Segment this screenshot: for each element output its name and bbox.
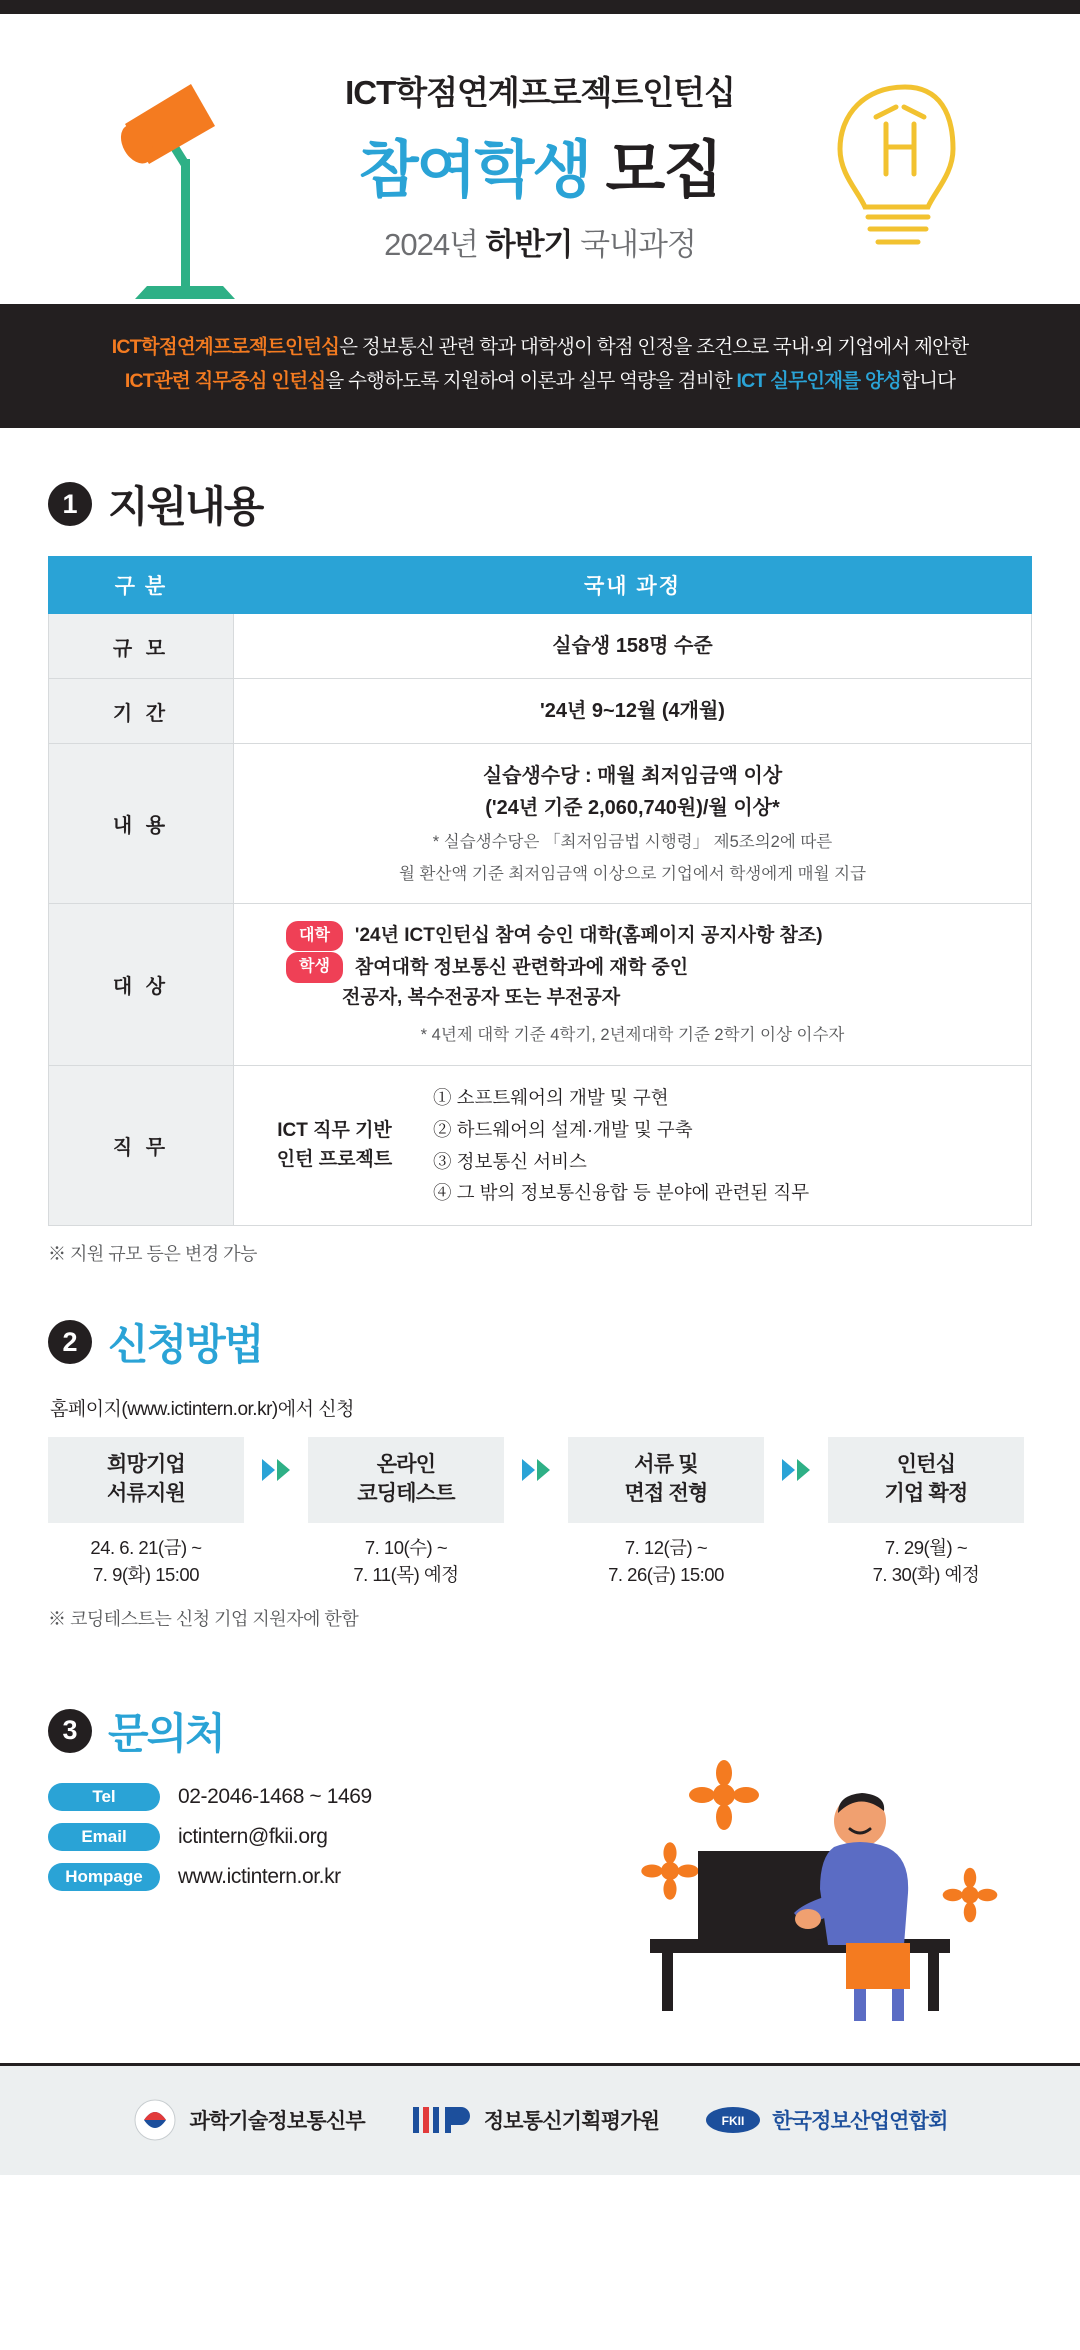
logo-iitp	[411, 2103, 659, 2137]
hero-line-3-post: 국내과정	[572, 226, 696, 262]
apply-note: ※ 코딩테스트는 신청 기업 지원자에 한함	[48, 1608, 359, 1629]
flow-step-4-date	[828, 1535, 1024, 1589]
top-black-bar	[0, 0, 1080, 14]
flow-step-4-line-2: 기업 확정	[884, 1482, 968, 1506]
row-label-content: 내 용	[49, 744, 234, 904]
row-value-target	[234, 904, 1032, 1066]
table-header-division: 구 분	[49, 557, 234, 614]
target-block	[252, 920, 1013, 1013]
duty-left-line-2: 인턴 프로젝트	[276, 1148, 393, 1170]
table-row-target	[49, 904, 1032, 1066]
content-note-2: 월 환산액 기준 최저임금액 이상으로 기업에서 학생에게 매월 지급	[398, 864, 867, 883]
flow-step-3-date-2: 7. 26(금) 15:00	[608, 1564, 724, 1586]
duty-item: ④ 그 밖의 정보통신융합 등 분야에 관련된 직무	[433, 1182, 810, 1204]
hero-line-1: ICT학점연계프로젝트인턴십	[345, 73, 735, 111]
section-2-title: 신청방법	[108, 1321, 263, 1369]
contact-value-homepage[interactable]: www.ictintern.or.kr	[178, 1864, 341, 1888]
intro-description-band	[0, 304, 1080, 428]
apply-subtitle: 홈페이지(www.ictintern.or.kr)에서 신청	[50, 1399, 354, 1421]
duty-item: ③ 정보통신 서비스	[433, 1150, 587, 1172]
row-label-scale: 규 모	[49, 614, 234, 679]
flow-step-1	[48, 1437, 244, 1589]
target-tag-student: 학생	[286, 952, 343, 982]
flow-step-4-date-1: 7. 29(월) ~	[884, 1537, 968, 1559]
target-student-text-2: 전공자, 복수전공자 또는 부전공자	[342, 987, 621, 1009]
flow-step-1-date-1: 24. 6. 21(금) ~	[90, 1537, 202, 1559]
flow-step-1-box	[48, 1437, 244, 1523]
table-row-duty	[49, 1066, 1032, 1226]
row-label-duty: 직 무	[49, 1066, 234, 1226]
intro-highlight-3: ICT 실무인재를 양성	[736, 370, 902, 393]
target-student-text: 참여대학 정보통신 관련학과에 재학 중인	[354, 956, 689, 978]
section-contact	[0, 1701, 1080, 2023]
table-row-content	[49, 744, 1032, 904]
logo-fkii-label: 한국정보산업연합회	[772, 2110, 948, 2134]
duty-item: ① 소프트웨어의 개발 및 구현	[433, 1087, 669, 1109]
contact-tag-tel: Tel	[48, 1783, 160, 1811]
desk-lamp-icon	[95, 64, 275, 314]
intro-line-1	[40, 330, 1040, 364]
row-value-period: '24년 9~12월 (4개월)	[234, 679, 1032, 744]
intro-highlight-2: ICT관련 직무중심 인턴십	[124, 370, 326, 393]
flow-step-1-date	[48, 1535, 244, 1589]
table-header-row	[49, 557, 1032, 614]
table-header-domestic: 국내 과정	[234, 557, 1032, 614]
duty-items	[433, 1082, 809, 1209]
hero-line-2	[345, 120, 735, 209]
contact-value-tel: 02-2046-1468 ~ 1469	[178, 1784, 372, 1808]
contact-area	[48, 1783, 1032, 2023]
chevron-right-icon	[522, 1459, 535, 1481]
footer-logos	[0, 2063, 1080, 2175]
logo-msit	[132, 2097, 364, 2143]
duty-left-line-1: ICT 직무 기반	[277, 1120, 392, 1142]
table-row-scale	[49, 614, 1032, 679]
hero-line-2-dark: 모집	[605, 135, 722, 205]
contact-value-email[interactable]: ictintern@fkii.org	[178, 1824, 328, 1848]
flow-step-3-line-2: 면접 전형	[624, 1482, 708, 1506]
flow-step-1-date-2: 7. 9(화) 15:00	[93, 1564, 199, 1586]
iitp-mark-icon	[411, 2103, 473, 2137]
section-1-title: 지원내용	[108, 483, 263, 531]
flow-step-2-line-2: 코딩테스트	[357, 1482, 455, 1506]
support-table-note: ※ 지원 규모 등은 변경 가능	[48, 1244, 257, 1265]
duty-left-label	[262, 1117, 407, 1174]
flow-step-3-line-1: 서류 및	[634, 1453, 698, 1477]
flow-step-2-line-1: 온라인	[376, 1453, 436, 1477]
flow-step-1-line-1: 희망기업	[107, 1453, 185, 1477]
flow-arrow-3	[764, 1437, 828, 1481]
row-label-period: 기 간	[49, 679, 234, 744]
target-university-text: '24년 ICT인턴십 참여 승인 대학(홈페이지 공지사항 참조)	[354, 925, 823, 947]
chevron-right-icon	[797, 1459, 810, 1481]
flow-arrow-1	[244, 1437, 308, 1481]
flow-arrow-2	[504, 1437, 568, 1481]
section-3-title: 문의처	[108, 1709, 224, 1757]
hero-section	[0, 14, 1080, 304]
duty-item: ② 하드웨어의 설계·개발 및 구축	[433, 1118, 693, 1140]
contact-tag-email: Email	[48, 1823, 160, 1851]
flow-step-4-date-2: 7. 30(화) 예정	[872, 1564, 980, 1586]
intro-highlight-1: ICT학점연계프로젝트인턴십	[111, 336, 340, 358]
section-1-heading	[48, 474, 1032, 534]
flow-step-4-line-1: 인턴십	[896, 1453, 956, 1477]
svg-text:FKII: FKII	[721, 2114, 745, 2129]
row-value-content	[234, 744, 1032, 904]
target-tag-university: 대학	[286, 921, 343, 951]
table-row-period	[49, 679, 1032, 744]
chevron-right-icon	[782, 1459, 795, 1481]
fkii-mark-icon	[705, 2105, 761, 2135]
section-2-number: 2	[48, 1320, 92, 1364]
flow-step-2-date-1: 7. 10(수) ~	[364, 1537, 448, 1559]
flow-step-1-line-2: 서류지원	[107, 1482, 185, 1506]
flow-step-4-box	[828, 1437, 1024, 1523]
flow-step-4	[828, 1437, 1024, 1589]
target-student-line	[286, 952, 1013, 983]
flow-step-2-date-2: 7. 11(목) 예정	[353, 1564, 459, 1586]
person-at-desk-illustration	[602, 1743, 1022, 2033]
flow-step-3	[568, 1437, 764, 1589]
target-university-line	[286, 920, 1013, 951]
intro-text-3: 합니다	[901, 370, 956, 393]
content-note-1: * 실습생수당은 「최저임금법 시행령」 제5조의2에 따른	[432, 833, 833, 852]
hero-line-3	[345, 219, 735, 264]
flow-step-2	[308, 1437, 504, 1589]
flow-step-3-box	[568, 1437, 764, 1523]
content-line-1: 실습생수당 : 매월 최저임금액 이상	[482, 765, 783, 788]
logo-msit-label: 과학기술정보통신부	[189, 2110, 365, 2134]
hero-line-3-pre: 2024년	[384, 226, 486, 262]
lightbulb-icon	[810, 69, 990, 279]
row-label-target: 대 상	[49, 904, 234, 1066]
intro-text-2: 을 수행하도록 지원하여 이론과 실무 역량을 겸비한	[325, 370, 737, 393]
row-value-scale: 실습생 158명 수준	[234, 614, 1032, 679]
section-how-to-apply	[0, 1312, 1080, 1631]
section-1-number: 1	[48, 482, 92, 526]
section-support-details	[0, 474, 1080, 1266]
row-value-duty	[234, 1066, 1032, 1226]
logo-fkii	[705, 2105, 947, 2135]
content-line-2: ('24년 기준 2,060,740원)/월 이상*	[485, 797, 780, 820]
support-details-table	[48, 556, 1032, 1226]
duty-block	[252, 1082, 1013, 1209]
chevron-right-icon	[262, 1459, 275, 1481]
flow-step-3-date	[568, 1535, 764, 1589]
section-3-number: 3	[48, 1709, 92, 1753]
msit-emblem-icon	[132, 2097, 178, 2143]
intro-line-2	[40, 364, 1040, 398]
hero-line-2-blue: 참여학생	[358, 135, 591, 205]
flow-step-3-date-1: 7. 12(금) ~	[624, 1537, 708, 1559]
flow-step-2-box	[308, 1437, 504, 1523]
hero-title-block	[345, 67, 735, 264]
target-note: * 4년제 대학 기준 4학기, 2년제대학 기준 2학기 이상 이수자	[420, 1026, 845, 1045]
application-flow	[48, 1437, 1032, 1589]
logo-iitp-label: 정보통신기획평가원	[483, 2110, 660, 2134]
hero-line-3-strong: 하반기	[485, 226, 573, 262]
contact-tag-homepage: Hompage	[48, 1863, 160, 1891]
intro-text-1: 은 정보통신 관련 학과 대학생이 학점 인정을 조건으로 국내·외 기업에서 제안한	[339, 336, 969, 358]
section-2-heading	[48, 1312, 1032, 1372]
chevron-right-icon	[537, 1459, 550, 1481]
chevron-right-icon	[277, 1459, 290, 1481]
flow-step-2-date	[308, 1535, 504, 1589]
